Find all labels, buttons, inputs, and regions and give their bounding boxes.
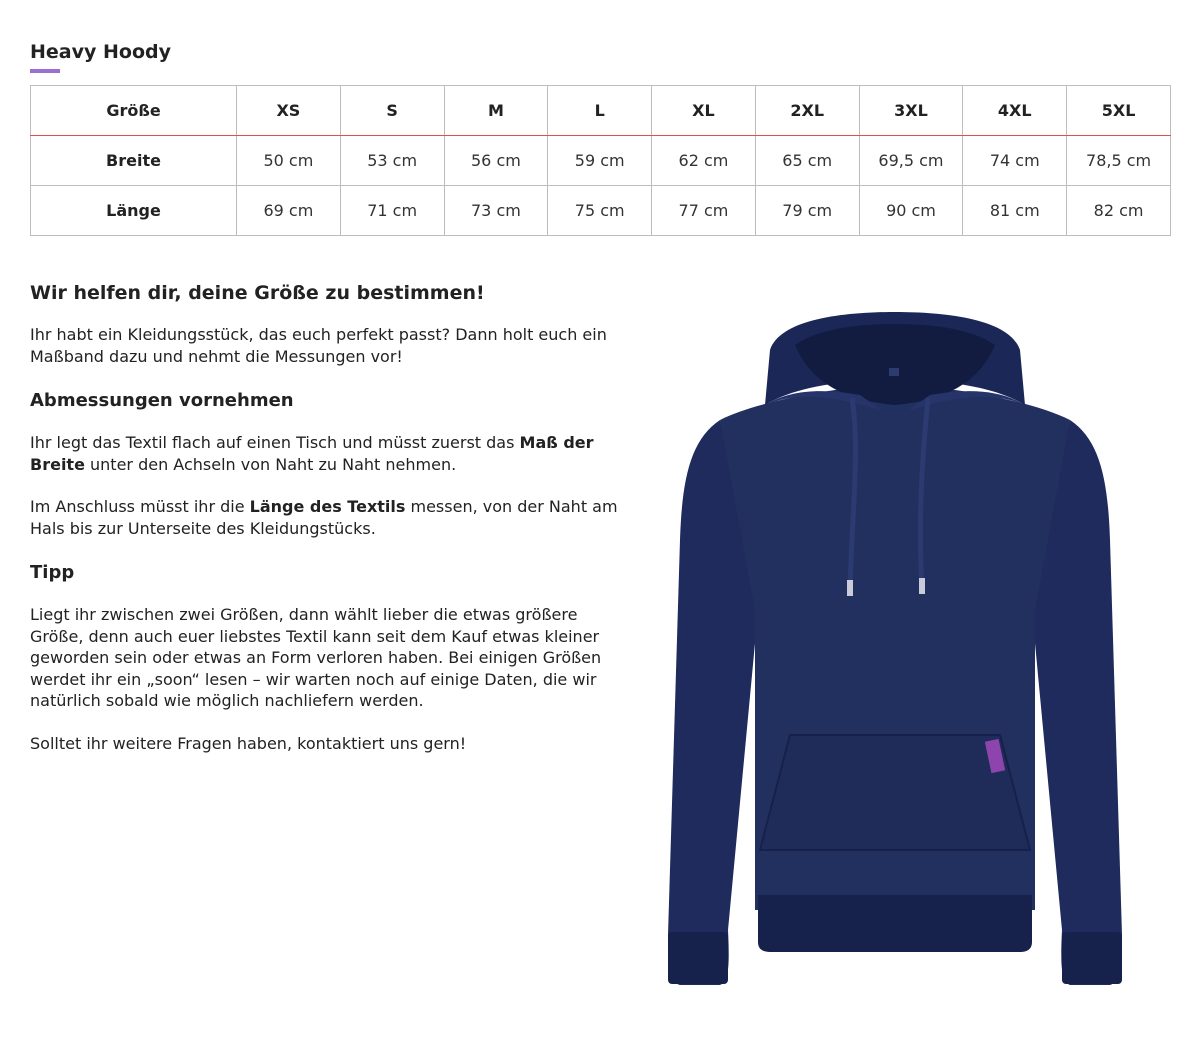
table-row xyxy=(31,136,1171,186)
table-cell: 69 cm xyxy=(237,186,341,236)
neck-label xyxy=(889,368,899,376)
measure-paragraph-1 xyxy=(30,432,620,475)
page-title: Heavy Hoody xyxy=(30,41,171,63)
table-row xyxy=(31,186,1171,236)
bold-text: Länge des Textils xyxy=(249,497,406,516)
navy-hoodie-illustration-icon xyxy=(660,310,1130,990)
aglet-left xyxy=(847,580,853,596)
help-section xyxy=(30,280,620,775)
table-cell: 79 cm xyxy=(755,186,859,236)
header-label: Größe xyxy=(31,86,237,136)
left-cuff xyxy=(668,932,728,984)
size-m: M xyxy=(444,86,548,136)
size-5xl: 5XL xyxy=(1067,86,1171,136)
text-span: unter den Achseln von Naht zu Naht nehmen. xyxy=(84,454,457,474)
text-span: Ihr legt das Textil flach auf einen Tisch und müsst zuerst das xyxy=(30,433,520,452)
closing-paragraph: Solltet ihr weitere Fragen haben, kontaktiert uns gern! xyxy=(30,733,467,753)
size-2xl: 2XL xyxy=(755,86,859,136)
help-intro: Ihr habt ein Kleidungsstück, das euch perfekt passt? Dann holt euch ein Maßband dazu und nehmt die Messungen vor! xyxy=(30,325,607,366)
size-header-row xyxy=(31,86,1171,136)
measure-paragraph-2 xyxy=(30,496,620,539)
table-cell: 78,5 cm xyxy=(1067,136,1171,186)
bold-text: Maß der Breite xyxy=(30,433,594,474)
waistband xyxy=(758,895,1032,952)
aglet-right xyxy=(919,578,925,594)
table-cell: 90 cm xyxy=(859,186,963,236)
table-cell: 73 cm xyxy=(444,186,548,236)
tip-heading: Tipp xyxy=(30,562,75,583)
size-l: L xyxy=(548,86,652,136)
table-cell: 77 cm xyxy=(652,186,756,236)
table-cell: 69,5 cm xyxy=(859,136,963,186)
right-cuff xyxy=(1062,932,1122,984)
size-s: S xyxy=(340,86,444,136)
size-3xl: 3XL xyxy=(859,86,963,136)
text-span: Im Anschluss müsst ihr die xyxy=(30,497,250,516)
table-cell: 59 cm xyxy=(548,136,652,186)
size-xl: XL xyxy=(652,86,756,136)
title-underline xyxy=(30,69,60,73)
table-cell: 81 cm xyxy=(963,186,1067,236)
table-cell: 65 cm xyxy=(755,136,859,186)
text-span: messen, von der Naht am Hals bis zur Unterseite des Kleidungstücks. xyxy=(30,497,618,538)
table-cell: 71 cm xyxy=(340,186,444,236)
table-cell: 50 cm xyxy=(237,136,341,186)
row-label-laenge: Länge xyxy=(31,186,237,236)
table-cell: 62 cm xyxy=(652,136,756,186)
table-cell: 82 cm xyxy=(1067,186,1171,236)
measure-heading: Abmessungen vornehmen xyxy=(30,390,294,411)
help-heading: Wir helfen dir, deine Größe zu bestimmen! xyxy=(30,282,485,304)
size-xs: XS xyxy=(237,86,341,136)
table-cell: 75 cm xyxy=(548,186,652,236)
tip-paragraph: Liegt ihr zwischen zwei Größen, dann wählt lieber die etwas größere Größe, denn auch euer liebstes Textil kann seit dem Kauf etwas kleiner geworden sein oder etwas an Form verloren haben. Bei einigen Größen werdet ihr ein „soon“ lesen – wir warten noch auf einige Daten, die wir natürlich sobald wie möglich nachliefern werden. xyxy=(30,605,602,710)
row-label-breite: Breite xyxy=(31,136,237,186)
table-cell: 56 cm xyxy=(444,136,548,186)
table-cell: 53 cm xyxy=(340,136,444,186)
table-cell: 74 cm xyxy=(963,136,1067,186)
size-table xyxy=(30,85,1171,236)
size-4xl: 4XL xyxy=(963,86,1067,136)
